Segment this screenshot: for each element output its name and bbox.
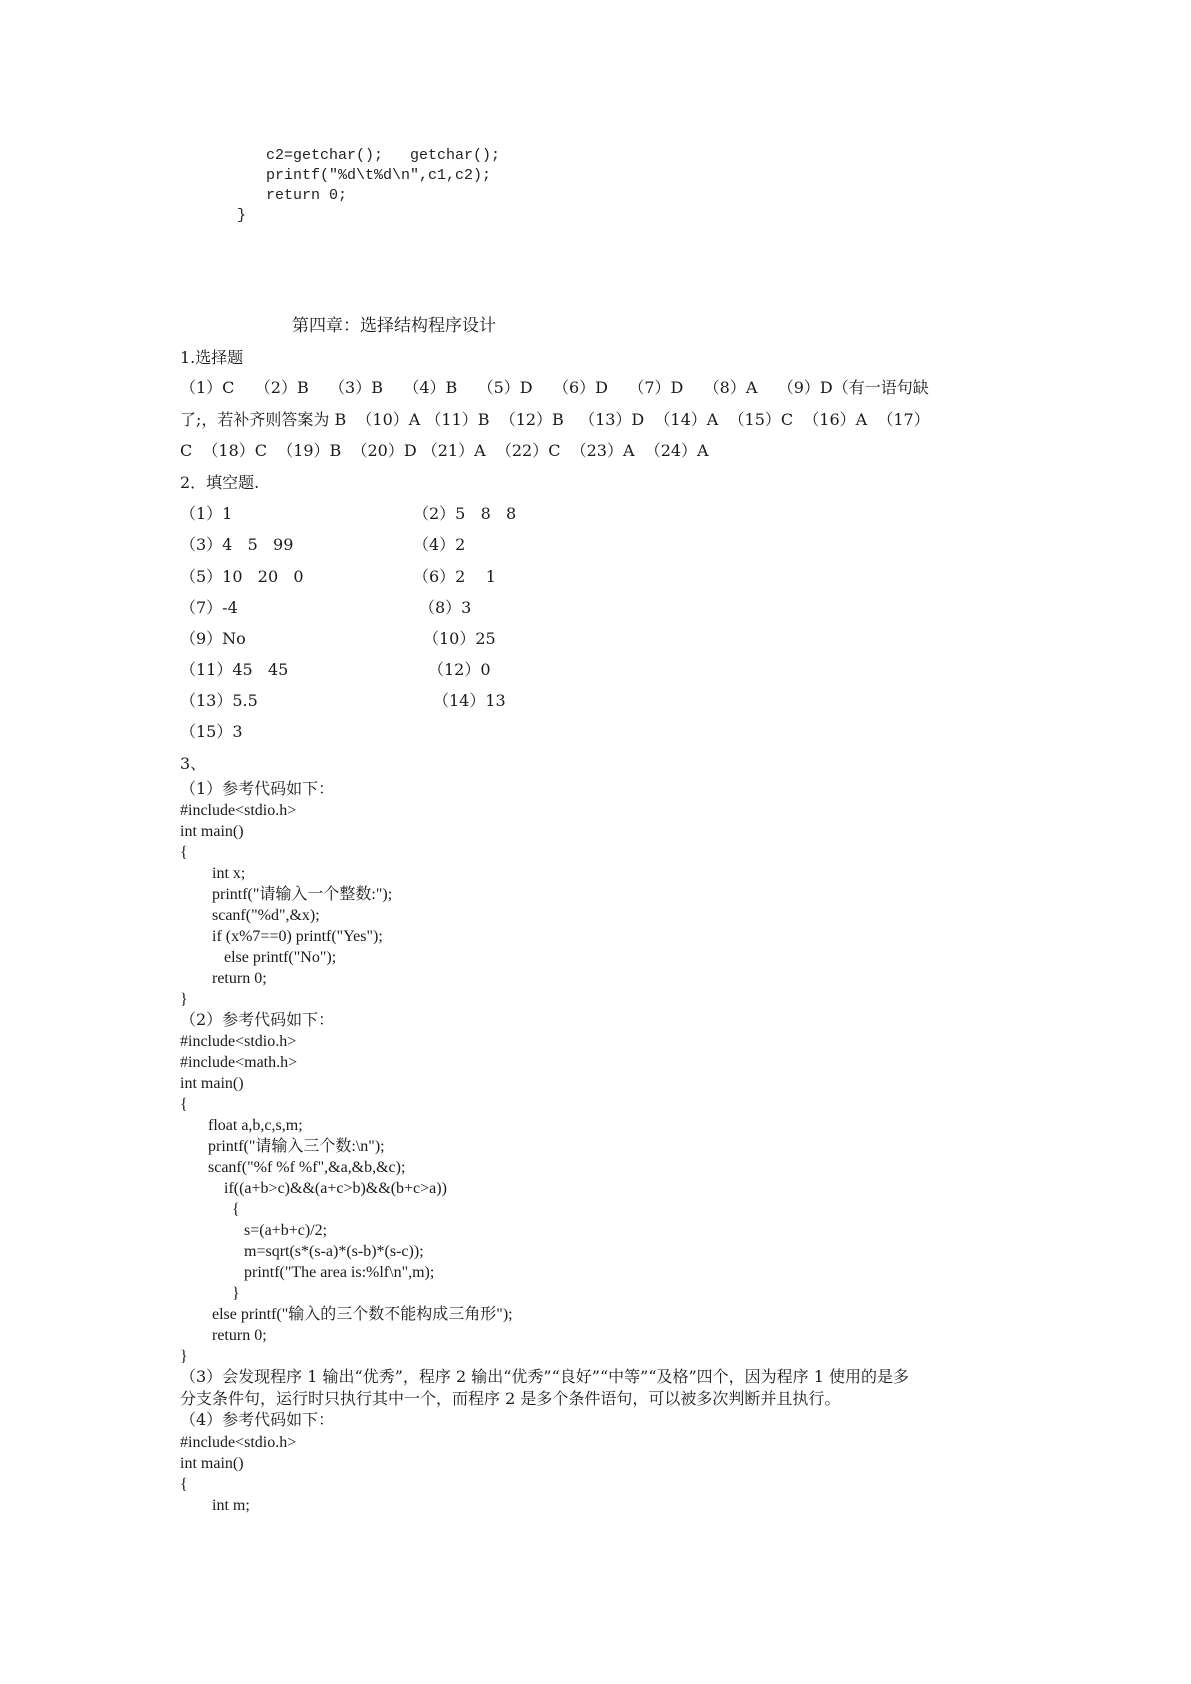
fill-answer: （9）No	[180, 629, 246, 648]
question-intro: （2）参考代码如下：	[180, 1010, 335, 1029]
question-intro: （1）参考代码如下：	[180, 779, 335, 798]
question-intro: （4）参考代码如下：	[180, 1410, 335, 1429]
code-line: return 0;	[180, 1327, 267, 1344]
code-line: else printf("输入的三个数不能构成三角形");	[180, 1306, 513, 1323]
fill-answer: （8）3	[419, 598, 472, 617]
code-line: {	[180, 1201, 240, 1218]
section-heading: 1.选择题	[180, 348, 244, 367]
fill-answer: （6）2 1	[413, 567, 496, 586]
code-line: s=(a+b+c)/2;	[180, 1222, 328, 1239]
fill-answer: （3）4 5 99	[180, 535, 294, 554]
fill-answer: （15）3	[180, 722, 243, 741]
code-line: return 0;	[266, 187, 348, 204]
fill-answer: （11）45 45	[180, 660, 289, 679]
fill-answer: （5）10 20 0	[180, 567, 304, 586]
choice-answers-line: C （18）C （19）B （20）D （21）A （22）C （23）A （24）A	[180, 441, 709, 460]
code-line: {	[180, 1096, 188, 1113]
code-line: #include<stdio.h>	[180, 802, 297, 819]
code-line: int main()	[180, 1075, 244, 1092]
code-line: }	[180, 991, 188, 1008]
code-line: m=sqrt(s*(s-a)*(s-b)*(s-c));	[180, 1243, 424, 1260]
choice-answers-line: 了;，若补齐则答案为 B （10）A （11）B （12）B （13）D （14）A （15）C （16）A （17）	[180, 410, 930, 429]
code-line: printf("%d\t%d\n",c1,c2);	[266, 167, 492, 184]
choice-answers-line: （1）C （2）B （3）B （4）B （5）D （6）D （7）D （8）A （9）D（有一语句缺	[180, 378, 929, 397]
code-line: #include<stdio.h>	[180, 1434, 297, 1451]
code-line: printf("请输入一个整数:");	[180, 886, 393, 903]
code-line: scanf("%f %f %f",&a,&b,&c);	[180, 1159, 406, 1176]
fill-answer: （2）5 8 8	[413, 504, 517, 523]
code-line: printf("The area is:%lf\n",m);	[180, 1264, 435, 1281]
code-line: int main()	[180, 1455, 244, 1472]
code-line: {	[180, 844, 188, 861]
paragraph-line: 分支条件句，运行时只执行其中一个，而程序 2 是多个条件语句，可以被多次判断并且执行。	[180, 1389, 841, 1408]
code-line: return 0;	[180, 970, 267, 987]
code-line: c2=getchar(); getchar();	[266, 147, 501, 164]
code-line: {	[180, 1476, 188, 1493]
chapter-title: 第四章：选择结构程序设计	[292, 316, 496, 336]
code-line: printf("请输入三个数:\n");	[180, 1138, 385, 1155]
fill-answer: （1）1	[180, 504, 233, 523]
code-line: #include<math.h>	[180, 1054, 298, 1071]
code-line: }	[180, 1285, 240, 1302]
code-line: float a,b,c,s,m;	[180, 1117, 303, 1134]
section-heading: 3、	[180, 754, 207, 773]
fill-answer: （13）5.5	[180, 691, 258, 710]
fill-answer: （7）-4	[180, 598, 238, 617]
code-line: else printf("No");	[180, 949, 337, 966]
code-line: int x;	[180, 865, 246, 882]
fill-answer: （14）13	[433, 691, 506, 710]
fill-answer: （12）0	[428, 660, 491, 679]
code-line: }	[237, 207, 247, 224]
code-line: #include<stdio.h>	[180, 1033, 297, 1050]
code-line: int m;	[180, 1497, 250, 1514]
paragraph-line: （3）会发现程序 1 输出“优秀”，程序 2 输出“优秀”“良好”“中等”“及格”四个，因为程序 1 使用的是多	[180, 1367, 910, 1386]
code-line: scanf("%d",&x);	[180, 907, 320, 924]
code-line: int main()	[180, 823, 244, 840]
fill-answer: （4）2	[413, 535, 466, 554]
code-line: }	[180, 1348, 188, 1365]
code-line: if (x%7==0) printf("Yes");	[180, 928, 383, 945]
section-heading: 2．填空题.	[180, 473, 260, 492]
fill-answer: （10）25	[423, 629, 496, 648]
code-line: if((a+b>c)&&(a+c>b)&&(b+c>a))	[180, 1180, 447, 1197]
